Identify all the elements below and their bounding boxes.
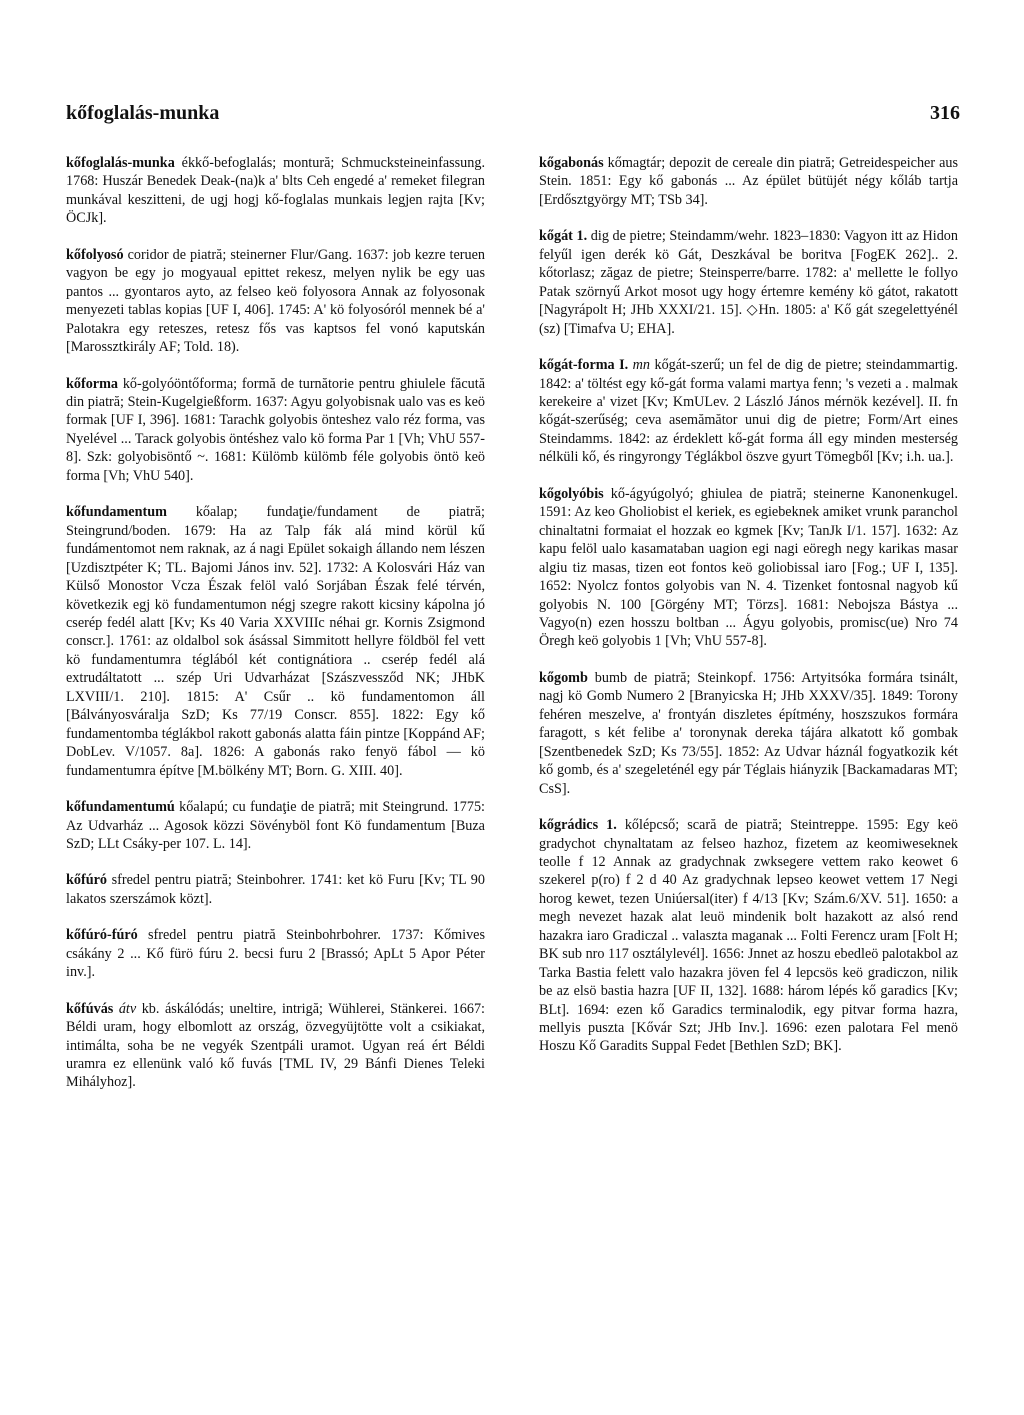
entry-headword: kőfolyosó (66, 246, 124, 263)
right-column (539, 154, 958, 1074)
entry-headword: kőfundamentum (66, 504, 167, 521)
entry-text: kőalap; fundaţie/fundament de piatră; Steingrund/boden. 1679: Ha az Talp fák alá mind körül kű fundámentomot nem raknak, az á nagi Epület sokaigh állando nem lészen [Uzdisztpéter K; TL. Bajomi János inv. 52]. 1732: A Kolosvári Ház van Külső Monostor Vcza Észak felöl való Sorjában Észak felé térvén, következik egj kö fundamentumon négj szegre rakott kicsiny kápolna jó cserép fedél alatt [Kv; Ks 40 Varia XXVIIIc néhai gr. Kornis Zsigmond conscr.]. 1761: az oldalbol sok ásással Simmitott hellyre földböl fel vett kö fundamentumra téglából két contignátiora .. cserép fedél alá extrudáltatott ... szép Uri Udvarházat [Szászvessződ NK; JHbK LXVIII/1. 210]. 1815: A' Csűr .. kö fundamentomon áll [Bálványosváralja SzD; Ks 77/19 Conscr. 855]. 1822: Egy kő fundamentomba téglákbol rakott gabonás alatta fáin pintze [Koppánd AF; DobLev. V/1057. 8a]. 1826: A gabonás rako fenyö fábol — kö fundamentumra építve [M.bölkény MT; Born. G. XIII. 40]. (66, 504, 485, 779)
dictionary-entry (66, 1000, 485, 1092)
entry-text: kő-golyóöntőforma; formă de turnătorie pentru ghiulele făcută din piatră; Stein-Kugelgießform. 1637: Agyu golyobisnak ualo vas es keö formak [UF I, 396]. 1681: Tarachk golyobis önteshez valo réz forma, vas Nyelével ... Tarack golyobis öntéshez valo kö forma Par 1 [Vh; VhU 557-8]. Szk: golyobisöntő ~. 1681: Külömb külömb féle golyobis öntö keö forma [Vh; VhU 540]. (66, 375, 485, 484)
entry-text: sfredel pentru piatră; Steinbohrer. 1741: ket kö Furu [Kv; TL 90 lakatos szerszámok közt]. (66, 872, 485, 907)
dictionary-entry (539, 356, 958, 467)
entry-text: kőmagtár; depozit de cereale din piatră; Getreidespeicher aus Stein. 1851: Egy kő gabonás ... Az épület bütüjét négy kőláb tartja [Erdősztgyörgy MT; TSb 34]. (539, 155, 958, 208)
page-header (66, 102, 960, 125)
entry-headword: kőgolyóbis (539, 485, 604, 502)
dictionary-entry (539, 154, 958, 209)
dictionary-entry (66, 503, 485, 780)
running-head: kőfoglalás-munka (66, 102, 220, 124)
dictionary-entry (66, 926, 485, 981)
dictionary-entry (539, 816, 958, 1056)
entry-text: kő-ágyúgolyó; ghiulea de piatră; steinerne Kanonenkugel. 1591: Az keo Gholiobist el keriek, es egiebeknek amiket vrunk paranchol chinaltatni formaiat el hozzak eo kgmek [Kv; TanJk I/1. 157]. 1632: Az kapu felöl ualo kasamataban uagion egi nagi eöregh negy karikas masar algiu tiz masas, tizen eot fontos keö goliobissal iaro [Fog.; UF I, 135]. 1652: Nyolcz fontos golyobis van N. 4. Tizenket fontosnal nagyob kű golyobis N. 100 [Görgény MT; Törzs]. 1681: Nebojsza Bástya ... Vagyo(n) ezen hosszu boltban ... Ágyu golyobis, promisc(ue) Nro 74 Öregh keö golyobis 1 [Vh; VhU 557-8]. (539, 485, 958, 650)
entry-text: bumb de piatră; Steinkopf. 1756: Artyitsóka formára tsinált, nagj kö Gomb Numero 2 [Branyicska H; JHb XXXV/35]. 1849: Torony fehéren meszelve, a' frontyán diszletes építmény, hoszszukos formára faragott, s két felibe a' toronynak dereka tájára alkatott kő gombak [Szentbenedek SzD; Ks 73/55]. 1852: Az Udvar háznál fogyatkozik két kő gomb, és a' szegeleténél egy pár Téglais hiányzik [Backamadaras MT; CsS]. (539, 669, 958, 797)
dictionary-entry (539, 669, 958, 798)
entry-headword: kőgát 1. (539, 228, 588, 245)
dictionary-entry (66, 246, 485, 357)
entry-text: coridor de piatră; steinerner Flur/Gang. 1637: job kezre teruen vagyon be egy jo mogyaual epittet rekesz, melyen nylik be egy uas pantos ... gyontaros ayto, az felseo keö folyosora Annak az folyosonak menyezeti tablas kopias [UF I, 406]. 1745: A' kö folyosóról mennek bé a' Palotakra egy reteszes, retesz fős vas kaptsos fel vonó kaputskán [Marossztkirály AF; Told. 18). (66, 246, 485, 356)
entry-text: ékkő-befoglalás; montură; Schmucksteineinfassung. 1768: Huszár Benedek Deak-(na)k a' blts Ceh engedé a' remeket filegran munkával keszitteni, de ugj hogj kő-foglalas munkais legjen rajta [Kv; ÖCJk]. (66, 155, 485, 227)
entry-headword: kőgrádics 1. (539, 817, 617, 834)
entry-headword: kőfúró (66, 872, 107, 889)
entry-headword: kőforma (66, 375, 119, 392)
entry-headword: kőfoglalás-munka (66, 155, 175, 171)
dictionary-entry (539, 227, 958, 338)
entry-text: kőalapú; cu fundaţie de piatră; mit Steingrund. 1775: Az Udvarház ... Agosok közzi Sövényböl font Kö fundamentum [Buza SzD; LLt Csáky-per 107. L. 14]. (66, 799, 485, 852)
entry-part-of-speech: mn (628, 357, 650, 374)
entry-headword: kőfúró-fúró (66, 927, 138, 944)
entry-headword: kőfundamentumú (66, 799, 175, 816)
dictionary-entry (66, 375, 485, 486)
entry-headword: kőgabonás (539, 155, 604, 171)
entry-headword: kőgát-forma I. (539, 357, 629, 374)
entry-text: sfredel pentru piatră Steinbohrbohrer. 1737: Kőmives csákány 2 ... Kő fürö fúru 2. becsi furu 2 [Brassó; ApLt 5 Apor Péter inv.]. (66, 927, 485, 981)
entry-text: kb. áskálódás; uneltire, intrigă; Wühlerei, Stänkerei. 1667: Béldi uram, hogy elbomlott az ország, özvegyüjtötte volt a csikiakat, intimálta, soha be ne vegyék Szentpáli uramot. Ugyan reá ért Béldi uramra ez ellenünk való kő fuvás [TML IV, 29 Bánfi Dienes Teleki Mihályhoz]. (66, 1000, 485, 1091)
dictionary-entry (539, 485, 958, 651)
left-column (66, 154, 485, 1110)
entry-text: kőlépcső; scară de piatră; Steintreppe. 1595: Egy keö gradychot chynaltatam az felseo hazhoz, fizetem az keomiweseknek teolle f 12 Annak az gradychnak zwksegere vettem rako keowet 6 szekerel p(ro) f 2 d 40 Az gradychnak lepseo keowet vettem 17 Negi horog kewet, tezen Uniúersal(iter) f 4/13 [Kv; Szám.6/XV. 51]. 1650: a megh nevezet hazak alat leuö mindenik bolt hazakott az alsó rend hazakra iaro Gradiczal .. valaszta maganak ... Folti Ferencz uram [Folt H; BK sub nro 117 osztálylevél]. 1656: Jnnet az hoszu ebedleö palotakbol az Tarka Bastia felett valo hazakra jöven fel 4 lepcsös keö gradiczon, nilik be az elsö bastia hazra [UF II, 132]. 1688: három lépés kő garadics [Kv; BLt]. 1694: ezen kő Garadics terminalodik, egy pitvar forma hazra, mellyis puszta [Kővár Szt; JHb Inv.]. 1696: ezen palotara Fel menö Hoszu Kő Garadits Suppal Fedet [Bethlen SzD; BK]. (539, 817, 958, 1055)
page-number: 316 (930, 102, 960, 124)
entry-headword: kőgomb (539, 669, 588, 686)
dictionary-entry (66, 798, 485, 853)
entry-text: kőgát-szerű; un fel de dig de pietre; steindammartig. 1842: a' töltést egy kő-gát forma valami martya fenn; 's vezeti a . malmak kerekeire a' vizet [Kv; KmULev. 2 László János mérnök kezével]. II. fn kőgát-szerűség; ceva asemămător unui dig de pietre; Form/Art eines Steindamms. 1842: az érdeklett kő-gát forma áll egy minden mesterség nélküli kő, és ringyrongy Téglákbol öszve gyurt Tömegből [Kv; i.h. ua.]. (539, 357, 958, 466)
dictionary-entry (66, 154, 485, 228)
entry-text: dig de pietre; Steindamm/wehr. 1823–1830: Vagyon itt az Hidon felyűl igen derék kö Gát, Deszkával be boritva [FogEK 262].. 2. kőtorlasz; zăgaz de pietre; Steinsperre/barre. 1782: a' mellette le follyo Patak szörnyű Arkot mosot ugy hogy értemre kemény kö gátot, rakatott [Nagyrápolt H; JHb XXXI/21. 15]. ◇Hn. 1805: a' Kő gát szegelettyénél (sz) [Timafva U; EHA]. (539, 228, 958, 337)
dictionary-entry (66, 871, 485, 908)
entry-part-of-speech: átv (113, 1000, 137, 1017)
entry-headword: kőfúvás (66, 1000, 114, 1017)
